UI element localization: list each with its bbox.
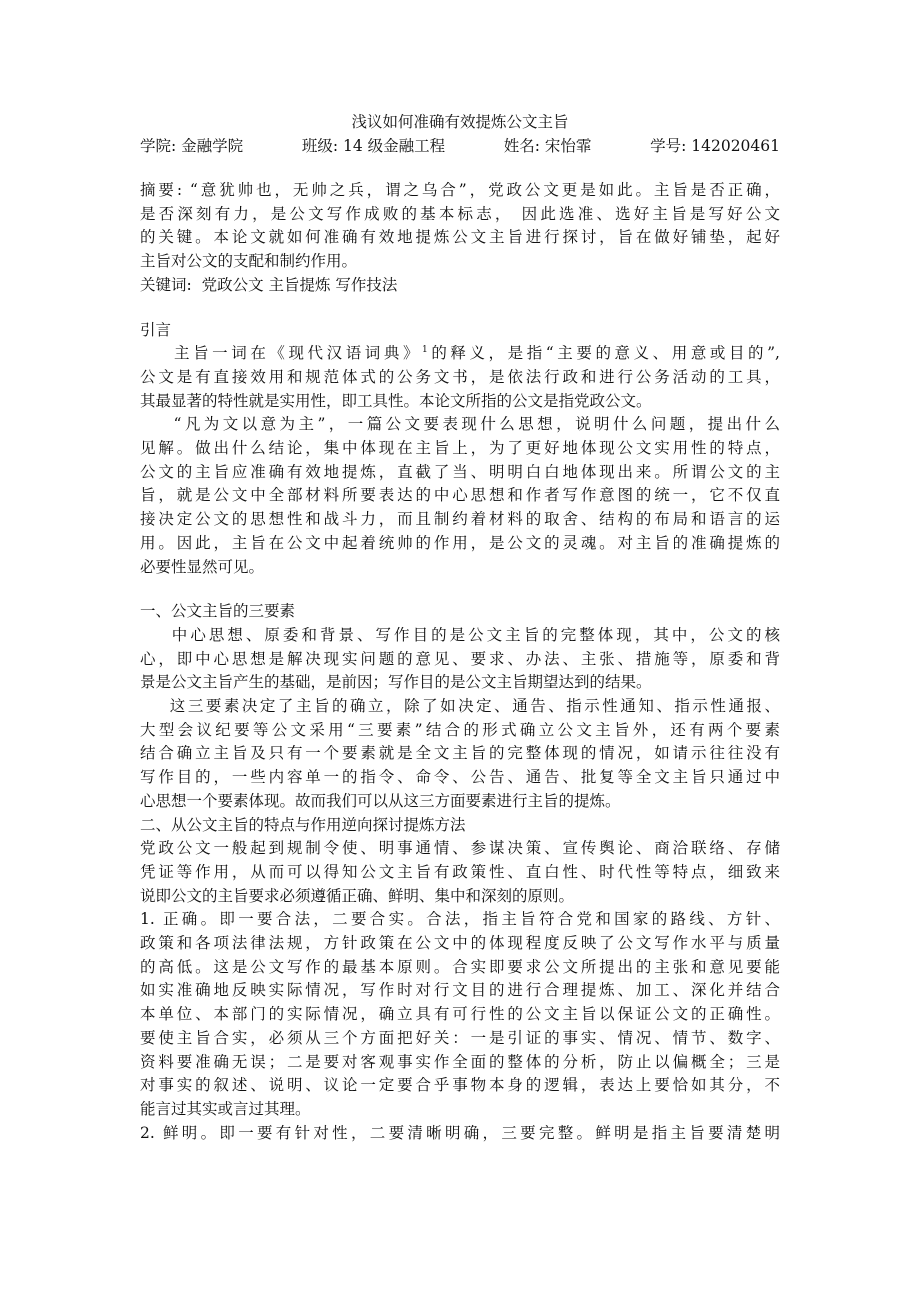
- college-field: 学院: 金融学院: [140, 137, 244, 155]
- section2-item-2: [140, 1122, 780, 1146]
- paragraph-line: 的高低。这是公文写作的最基本原则。合实即要求公文所提出的主张和意见要能: [140, 957, 780, 976]
- paragraph-line: 大型会议纪要等公文采用“三要素”结合的形式确立公文主旨外，还有两个要素: [140, 720, 780, 739]
- paragraph-line: 资料要准确无误；二是要对客观事实作全面的整体的分析，防止以偏概全；三是: [140, 1052, 780, 1071]
- paragraph-line: 接决定公文的思想性和战斗力，而且制约着材料的取舍、结构的布局和语言的运: [140, 510, 780, 529]
- paragraph-line: 心思想一个要素体现。故而我们可以从这三方面要素进行主旨的提炼。: [140, 791, 621, 810]
- paragraph-line: 心，即中心思想是解决现实问题的意见、要求、办法、主张、措施等，原委和背: [140, 649, 780, 668]
- section-heading-1: 一、公文主旨的三要素: [140, 602, 296, 621]
- paragraph-line: 其最显著的特性就是实用性，即工具性。本论文所指的公文是指党政公文。: [140, 391, 652, 410]
- keywords: 关键词: 党政公文 主旨提炼 写作技法: [140, 275, 398, 294]
- paragraph-line: 如实准确地反映实际情况，写作时对行文目的进行合理提炼、加工、深化并结合: [140, 981, 780, 1000]
- section1-paragraph-2: [140, 695, 780, 814]
- abstract-line: 主旨对公文的支配和制约作用。: [140, 252, 358, 271]
- abstract-line: 摘要: “意犹帅也，无帅之兵，谓之乌合”，党政公文更是如此。主旨是否正确，: [140, 181, 780, 199]
- abstract-line: 是否深刻有力，是公文写作成败的基本标志， 因此选准、选好主旨是写好公文: [140, 204, 780, 223]
- paragraph-line: 凭证等作用，从而可以得知公文主旨有政策性、直白性、时代性等特点，细致来: [140, 862, 780, 881]
- paragraph-line: 写作目的，一些内容单一的指令、命令、公告、通告、批复等全文主旨只通过中: [140, 768, 780, 787]
- section-heading-intro: 引言: [140, 320, 172, 339]
- paragraph-line: 景是公文主旨产生的基础，是前因；写作目的是公文主旨期望达到的结果。: [140, 673, 652, 692]
- paragraph-line: 说即公文的主旨要求必须遵循正确、鲜明、集中和深刻的原则。: [140, 886, 575, 905]
- intro-paragraph-2: [140, 413, 780, 579]
- paragraph-line: 公文的主旨应准确有效地提炼，直截了当、明明白白地体现出来。所谓公文的主: [140, 462, 780, 481]
- paragraph-line: 对事实的叙述、说明、议论一定要合乎事物本身的逻辑，表达上要恰如其分，不: [140, 1076, 780, 1095]
- paragraph-line: 能言过其实或言过其理。: [140, 1099, 311, 1118]
- paragraph-line: 政策和各项法律法规，方针政策在公文中的体现程度反映了公文写作水平与质量: [140, 934, 780, 953]
- paragraph-line: 用。因此，主旨在公文中起着统帅的作用，是公文的灵魂。对主旨的准确提炼的: [140, 533, 780, 552]
- paragraph-line: 主旨一词在《现代汉语词典》$^1$的释义，是指“主要的意义、用意或目的”,: [140, 344, 780, 363]
- name-field: 姓名: 宋怡霏: [503, 137, 592, 155]
- intro-paragraph-1: [140, 342, 780, 413]
- paragraph-line: 党政公文一般起到规制令使、明事通情、参谋决策、宣传舆论、商洽联络、存储: [140, 839, 780, 858]
- paragraph-line: 必要性显然可见。: [140, 557, 265, 576]
- author-info-row: [140, 134, 780, 158]
- class-field: 班级: 14 级金融工程: [301, 137, 446, 155]
- abstract-line: 的关键。本论文就如何准确有效地提炼公文主旨进行探讨，旨在做好铺垫，起好: [140, 228, 780, 247]
- page-title: 浅议如何准确有效提炼公文主旨: [351, 113, 569, 131]
- paragraph-line: 要使主旨合实，必须从三个方面把好关：一是引证的事实、情况、情节、数字、: [140, 1028, 780, 1047]
- paragraph-line: 本单位、本部门的实际情况，确立具有可行性的公文主旨以保证公文的正确性。: [140, 1005, 780, 1024]
- section1-paragraph-1: [140, 624, 780, 695]
- section2-item-1: [140, 908, 780, 1121]
- paragraph-line: 公文是有直接效用和规范体式的公务文书，是依法行政和进行公务活动的工具，: [140, 367, 780, 386]
- paragraph-line: 这三要素决定了主旨的确立，除了如决定、通告、指示性通知、指示性通报、: [140, 697, 780, 716]
- paragraph-line: 旨，就是公文中全部材料所要表达的中心思想和作者写作意图的统一，它不仅直: [140, 486, 780, 505]
- paragraph-line: 见解。做出什么结论，集中体现在主旨上，为了更好地体现公文实用性的特点，: [140, 439, 780, 457]
- paragraph-line: 2. 鲜明。即一要有针对性，二要清晰明确，三要完整。鲜明是指主旨要清楚明: [140, 1123, 780, 1142]
- document-body: [140, 110, 780, 1145]
- paragraph-line: “凡为文以意为主”，一篇公文要表现什么思想，说明什么问题，提出什么: [140, 415, 780, 434]
- student-id-field: 学号: 142020461: [650, 137, 780, 155]
- paragraph-line: 中心思想、原委和背景、写作目的是公文主旨的完整体现，其中，公文的核: [140, 625, 780, 644]
- section2-paragraph-1: [140, 837, 780, 908]
- abstract: [140, 179, 780, 274]
- footnote-marker: 1: [422, 345, 428, 356]
- section-heading-2: 二、从公文主旨的特点与作用逆向探讨提炼方法: [140, 815, 466, 834]
- paragraph-line: 1. 正确。即一要合法，二要合实。合法，指主旨符合党和国家的路线、方针、: [140, 910, 780, 929]
- paragraph-line: 结合确立主旨及只有一个要素就是全文主旨的完整体现的情况，如请示往往没有: [140, 744, 780, 763]
